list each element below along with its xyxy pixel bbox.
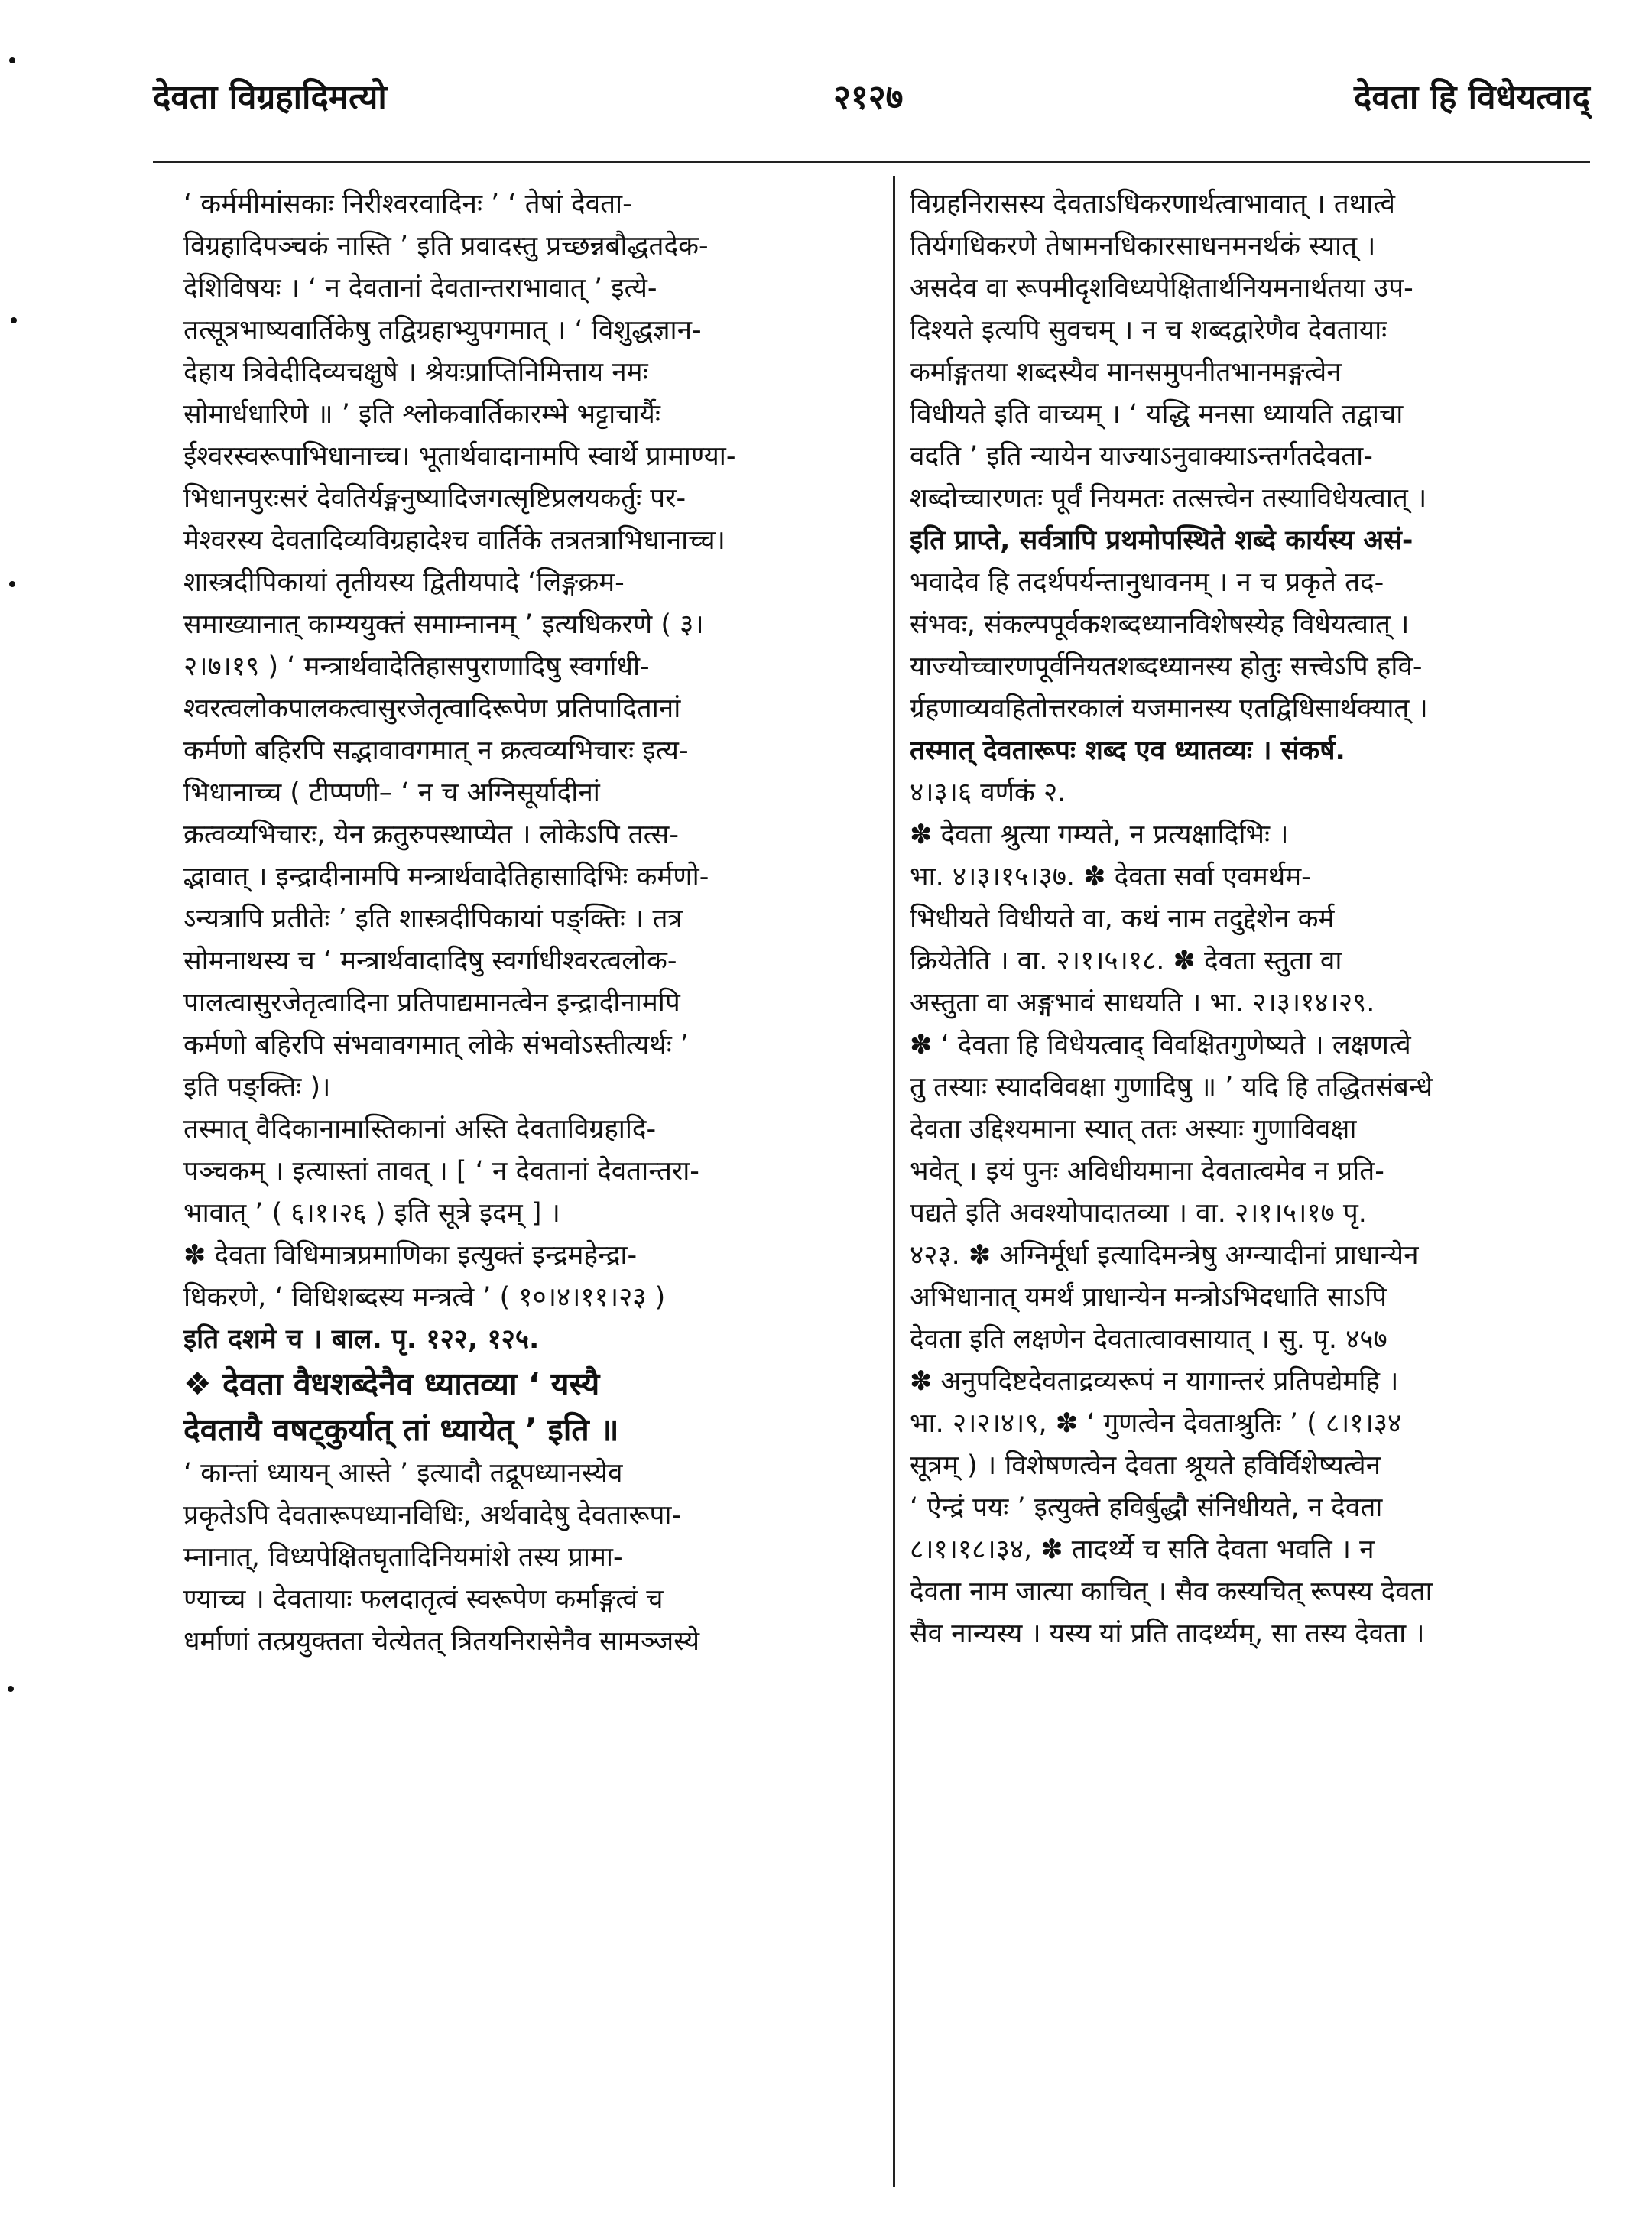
text-line: सैव नान्यस्य । यस्य यां प्रति तादर्थ्यम्, सा तस्य देवता । [910, 1619, 1425, 1649]
text-line: भिधीयते विधीयते वा, कथं नाम तदुद्देशेन कर्म [910, 904, 1335, 934]
text-line: क्रियेतेति । वा. २।१।५।१८. ✽ देवता स्तुता वा [910, 946, 1342, 976]
text-line: विग्रहादिपञ्चकं नास्ति ’ इति प्रवादस्तु प्रच्छन्नबौद्धतदेक- [183, 231, 709, 261]
text-line: देहाय त्रिवेदीदिव्यचक्षुषे । श्रेयःप्राप्तिनिमित्ताय नमः [183, 357, 648, 388]
text-line: सोमनाथस्य च ‘ मन्त्रार्थवादादिषु स्वर्गाधीश्वरत्वलोक- [183, 946, 677, 976]
text-line: पञ्चकम् । इत्यास्तां तावत् । [ ‘ न देवतानां देवतान्तरा- [183, 1156, 699, 1187]
scan-speck [11, 317, 17, 323]
text-line: ण्याच्च । देवतायाः फलदातृत्वं स्वरूपेण कर्माङ्गत्वं च [183, 1584, 664, 1615]
text-line: तिर्यगधिकरणे तेषामनधिकारसाधनमनर्थकं स्यात् । [910, 231, 1376, 261]
text-line: धिकरणे, ‘ विधिशब्दस्य मन्त्रत्वे ’ ( १०।४।११।२३ ) [183, 1282, 666, 1313]
scan-speck [9, 57, 15, 63]
text-line: ८।१।१८।३४, ✽ तादर्थ्ये च सति देवता भवति । न [910, 1534, 1375, 1565]
text-line: कर्माङ्गतया शब्दस्यैव मानसमुपनीतभानमङ्गत्वेन [910, 357, 1342, 388]
text-line: भा. २।२।४।९, ✽ ‘ गुणत्वेन देवताश्रुतिः ’ ( ८।१।३४ [910, 1408, 1402, 1439]
header-rule [153, 161, 1590, 163]
running-head-left: देवता विग्रहादिमत्यो [153, 78, 387, 117]
right-column [910, 183, 1590, 2187]
text-line: भवेत् । इयं पुनः अविधीयमाना देवतात्वमेव न प्रति- [910, 1156, 1384, 1187]
text-line: याज्योच्चारणपूर्वनियतशब्दध्यानस्य होतुः सत्त्वेऽपि हवि- [910, 651, 1423, 682]
text-line: धर्माणां तत्प्रयुक्तता चेत्येतत् त्रितयनिरासेनैव सामञ्जस्ये [183, 1626, 700, 1657]
section-heading-line: ❖ देवता वैधशब्देनैव ध्यातव्या ‘ यस्यै [183, 1365, 600, 1402]
scan-speck [9, 581, 15, 587]
text-line: दिश्यते इत्यपि सुवचम् । न च शब्दद्वारेणैव देवतायाः [910, 315, 1387, 346]
text-line: विधीयते इति वाच्यम् । ‘ यद्धि मनसा ध्यायति तद्वाचा [910, 399, 1404, 430]
text-line: पद्यते इति अवश्योपादातव्या । वा. २।१।५।१७ पृ. [910, 1198, 1367, 1229]
text-line: अभिधानात् यमर्थं प्राधान्येन मन्त्रोऽभिदधाति साऽपि [910, 1282, 1387, 1313]
column-divider [893, 176, 895, 2187]
text-line: प्रकृतेऽपि देवतारूपध्यानविधिः, अर्थवादेषु देवतारूपा- [183, 1500, 682, 1531]
text-line: तु तस्याः स्यादविवक्षा गुणादिषु ॥ ’ यदि हि तद्धितसंबन्धे [910, 1072, 1433, 1102]
text-line: र्ग्रहणाव्यवहितोत्तरकालं यजमानस्य एतद्विधिसार्थक्यात् । [910, 693, 1428, 724]
running-head-right: देवता हि विधेयत्वाद् [1353, 78, 1590, 117]
text-line: वदति ’ इति न्यायेन याज्याऽनुवाक्याऽन्तर्गतदेवता- [910, 441, 1373, 472]
text-line: इति प्राप्ते, सर्वत्रापि प्रथमोपस्थिते शब्दे कार्यस्य असं- [910, 525, 1413, 556]
text-line: द्भावात् । इन्द्रादीनामपि मन्त्रार्थवादेतिहासादिभिः कर्मणो- [183, 862, 709, 892]
text-line: ईश्वरस्वरूपाभिधानाच्च। भूतार्थवादानामपि स्वार्थे प्रामाण्या- [183, 441, 736, 472]
left-column [183, 183, 875, 2187]
text-line: ‘ ऐन्द्रं पयः ’ इत्युक्ते हविर्बुद्धौ संनिधीयते, न देवता [910, 1492, 1383, 1523]
text-line: इति पङ्क्तिः )। [183, 1072, 331, 1102]
text-line: देवता नाम जात्या काचित् । सैव कस्यचित् रूपस्य देवता [910, 1576, 1433, 1607]
text-line: शब्दोच्चारणतः पूर्वं नियमतः तत्सत्त्वेन तस्याविधेयत्वात् । [910, 483, 1427, 514]
text-line: असदेव वा रूपमीदृशविध्यपेक्षितार्थनियमनार्थतया उप- [910, 273, 1413, 304]
text-line: देवता उद्दिश्यमाना स्यात् ततः अस्याः गुणाविवक्षा [910, 1114, 1357, 1145]
text-line: समाख्यानात् काम्ययुक्तं समाम्नानम् ’ इत्यधिकरणे ( ३। [183, 609, 704, 640]
text-line: भावात् ’ ( ६।१।२६ ) इति सूत्रे इदम् ] । [183, 1198, 560, 1229]
text-line: ✽ देवता विधिमात्रप्रमाणिका इत्युक्तं इन्द्रमहेन्द्रा- [183, 1240, 638, 1271]
section-heading-line: देवतायै वषट्कुर्यात् तां ध्यायेत् ’ इति ॥ [183, 1411, 619, 1448]
text-line: तस्मात् देवतारूपः शब्द एव ध्यातव्यः । संकर्ष. [910, 735, 1345, 766]
text-line: भवादेव हि तदर्थपर्यन्तानुधावनम् । न च प्रकृते तद- [910, 567, 1384, 598]
text-line: भा. ४।३।१५।३७. ✽ देवता सर्वा एवमर्थम- [910, 862, 1311, 892]
text-line: भिधानाच्च ( टीप्पणी– ‘ न च अग्निसूर्यादीनां [183, 778, 600, 808]
text-line: भिधानपुरःसरं देवतिर्यङ्मनुष्यादिजगत्सृष्टिप्रलयकर्तुः पर- [183, 483, 686, 514]
text-line: कर्मणो बहिरपि संभवावगमात् लोके संभवोऽस्तीत्यर्थः ’ [183, 1030, 690, 1060]
text-line: ४२३. ✽ अग्निर्मूर्धा इत्यादिमन्त्रेषु अग्न्यादीनां प्राधान्येन [910, 1240, 1419, 1271]
text-line: ‘ कर्ममीमांसकाः निरीश्वरवादिनः ’ ‘ तेषां देवता- [183, 189, 632, 219]
text-line: ✽ देवता श्रुत्या गम्यते, न प्रत्यक्षादिभिः । [910, 820, 1289, 850]
page-header [153, 73, 1590, 134]
text-line: सोमार्धधारिणे ॥ ’ इति श्लोकवार्तिकारम्भे भट्टाचार्यैः [183, 399, 660, 430]
text-line: तस्मात् वैदिकानामास्तिकानां अस्ति देवताविग्रहादि- [183, 1114, 657, 1145]
page-number: २१२७ [833, 78, 904, 117]
text-line: अस्तुता वा अङ्गभावं साधयति । भा. २।३।१४।२९. [910, 988, 1375, 1018]
text-line: देवता इति लक्षणेन देवतात्वावसायात् । सु. पृ. ४५७ [910, 1324, 1387, 1355]
text-line: तत्सूत्रभाष्यवार्तिकेषु तद्विग्रहाभ्युपगमात् । ‘ विशुद्धज्ञान- [183, 315, 702, 346]
scan-speck [8, 1686, 14, 1692]
text-line: श्वरत्वलोकपालकत्वासुरजेतृत्वादिरूपेण प्रतिपादितानां [183, 693, 681, 724]
text-line: ऽन्यत्रापि प्रतीतेः ’ इति शास्त्रदीपिकायां पङ्क्तिः । तत्र [183, 904, 683, 934]
text-line: ✽ ‘ देवता हि विधेयत्वाद् विवक्षितगुणेष्यते । लक्षणत्वे [910, 1030, 1411, 1060]
text-line: २।७।१९ ) ‘ मन्त्रार्थवादेतिहासपुराणादिषु स्वर्गाधी- [183, 651, 650, 682]
text-line: म्नानात्, विध्यपेक्षितघृतादिनियमांशे तस्य प्रामा- [183, 1542, 623, 1573]
text-line: कर्मणो बहिरपि सद्भावावगमात् न क्रत्वव्यभिचारः इत्य- [183, 735, 689, 766]
text-line: शास्त्रदीपिकायां तृतीयस्य द्वितीयपादे ‘लिङ्गक्रम- [183, 567, 625, 598]
text-line: ४।३।६ वर्णकं २. [910, 778, 1066, 808]
text-line: ‘ कान्तां ध्यायन् आस्ते ’ इत्यादौ तद्रूपध्यानस्येव [183, 1458, 623, 1489]
text-line: इति दशमे च । बाल. पृ. १२२, १२५. [183, 1324, 540, 1355]
text-line: क्रत्वव्यभिचारः, येन क्रतुरुपस्थाप्येत । लोकेऽपि तत्स- [183, 820, 679, 850]
text-line: देशिविषयः । ‘ न देवतानां देवतान्तराभावात् ’ इत्ये- [183, 273, 657, 304]
text-line: सूत्रम् ) । विशेषणत्वेन देवता श्रूयते हविर्विशेष्यत्वेन [910, 1450, 1381, 1481]
text-line: ✽ अनुपदिष्टदेवताद्रव्यरूपं न यागान्तरं प्रतिपद्येमहि । [910, 1366, 1399, 1397]
text-line: संभवः, संकल्पपूर्वकशब्दध्यानविशेषस्येह विधेयत्वात् । [910, 609, 1410, 640]
text-line: मेश्वरस्य देवतादिव्यविग्रहादेश्च वार्तिके तत्रतत्राभिधानाच्च। [183, 525, 725, 556]
text-line: पालत्वासुरजेतृत्वादिना प्रतिपाद्यमानत्वेन इन्द्रादीनामपि [183, 988, 680, 1018]
text-line: विग्रहनिरासस्य देवताऽधिकरणार्थत्वाभावात् । तथात्वे [910, 189, 1395, 219]
